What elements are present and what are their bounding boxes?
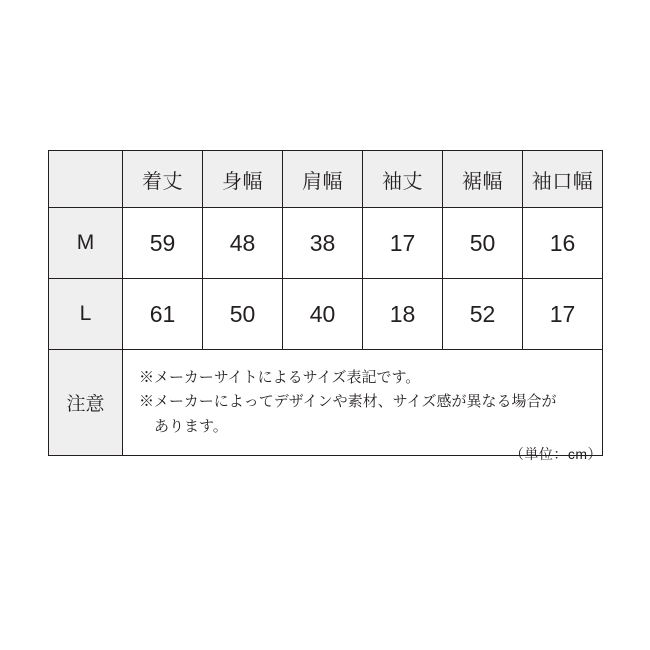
table-row <box>49 279 603 350</box>
unit-note: （単位：cm） <box>509 446 602 462</box>
row-header-size-m: M <box>49 208 123 279</box>
note-line-2: ※メーカーによってデザインや素材、サイズ感が異なる場合が <box>139 393 557 411</box>
cell-l-cuff-width: 17 <box>523 279 603 350</box>
table-row <box>49 208 603 279</box>
cell-m-shoulder-width: 38 <box>283 208 363 279</box>
column-header-sleeve-length: 袖丈 <box>363 151 443 208</box>
row-header-size-l: L <box>49 279 123 350</box>
cell-l-sleeve-length: 18 <box>363 279 443 350</box>
column-header-length: 着丈 <box>123 151 203 208</box>
size-table-header <box>49 151 603 208</box>
cell-l-chest-width: 50 <box>203 279 283 350</box>
cell-l-hem-width: 52 <box>443 279 523 350</box>
cell-m-sleeve-length: 17 <box>363 208 443 279</box>
header-row <box>49 151 603 208</box>
table-corner-cell <box>49 151 123 208</box>
cell-l-length: 61 <box>123 279 203 350</box>
cell-m-hem-width: 50 <box>443 208 523 279</box>
column-header-shoulder-width: 肩幅 <box>283 151 363 208</box>
size-table <box>48 150 603 456</box>
cell-l-shoulder-width: 40 <box>283 279 363 350</box>
cell-m-length: 59 <box>123 208 203 279</box>
size-table-container <box>48 150 602 456</box>
note-line-1: ※メーカーサイトによるサイズ表記です。 <box>139 369 421 386</box>
cell-m-chest-width: 48 <box>203 208 283 279</box>
cell-m-cuff-width: 16 <box>523 208 603 279</box>
note-line-3: あります。 <box>154 417 228 435</box>
column-header-hem-width: 裾幅 <box>443 151 523 208</box>
note-body <box>123 350 603 456</box>
table-note-row <box>49 350 603 456</box>
column-header-cuff-width: 袖口幅 <box>523 151 603 208</box>
column-header-chest-width: 身幅 <box>203 151 283 208</box>
note-label: 注意 <box>49 350 123 456</box>
size-table-body <box>49 208 603 456</box>
